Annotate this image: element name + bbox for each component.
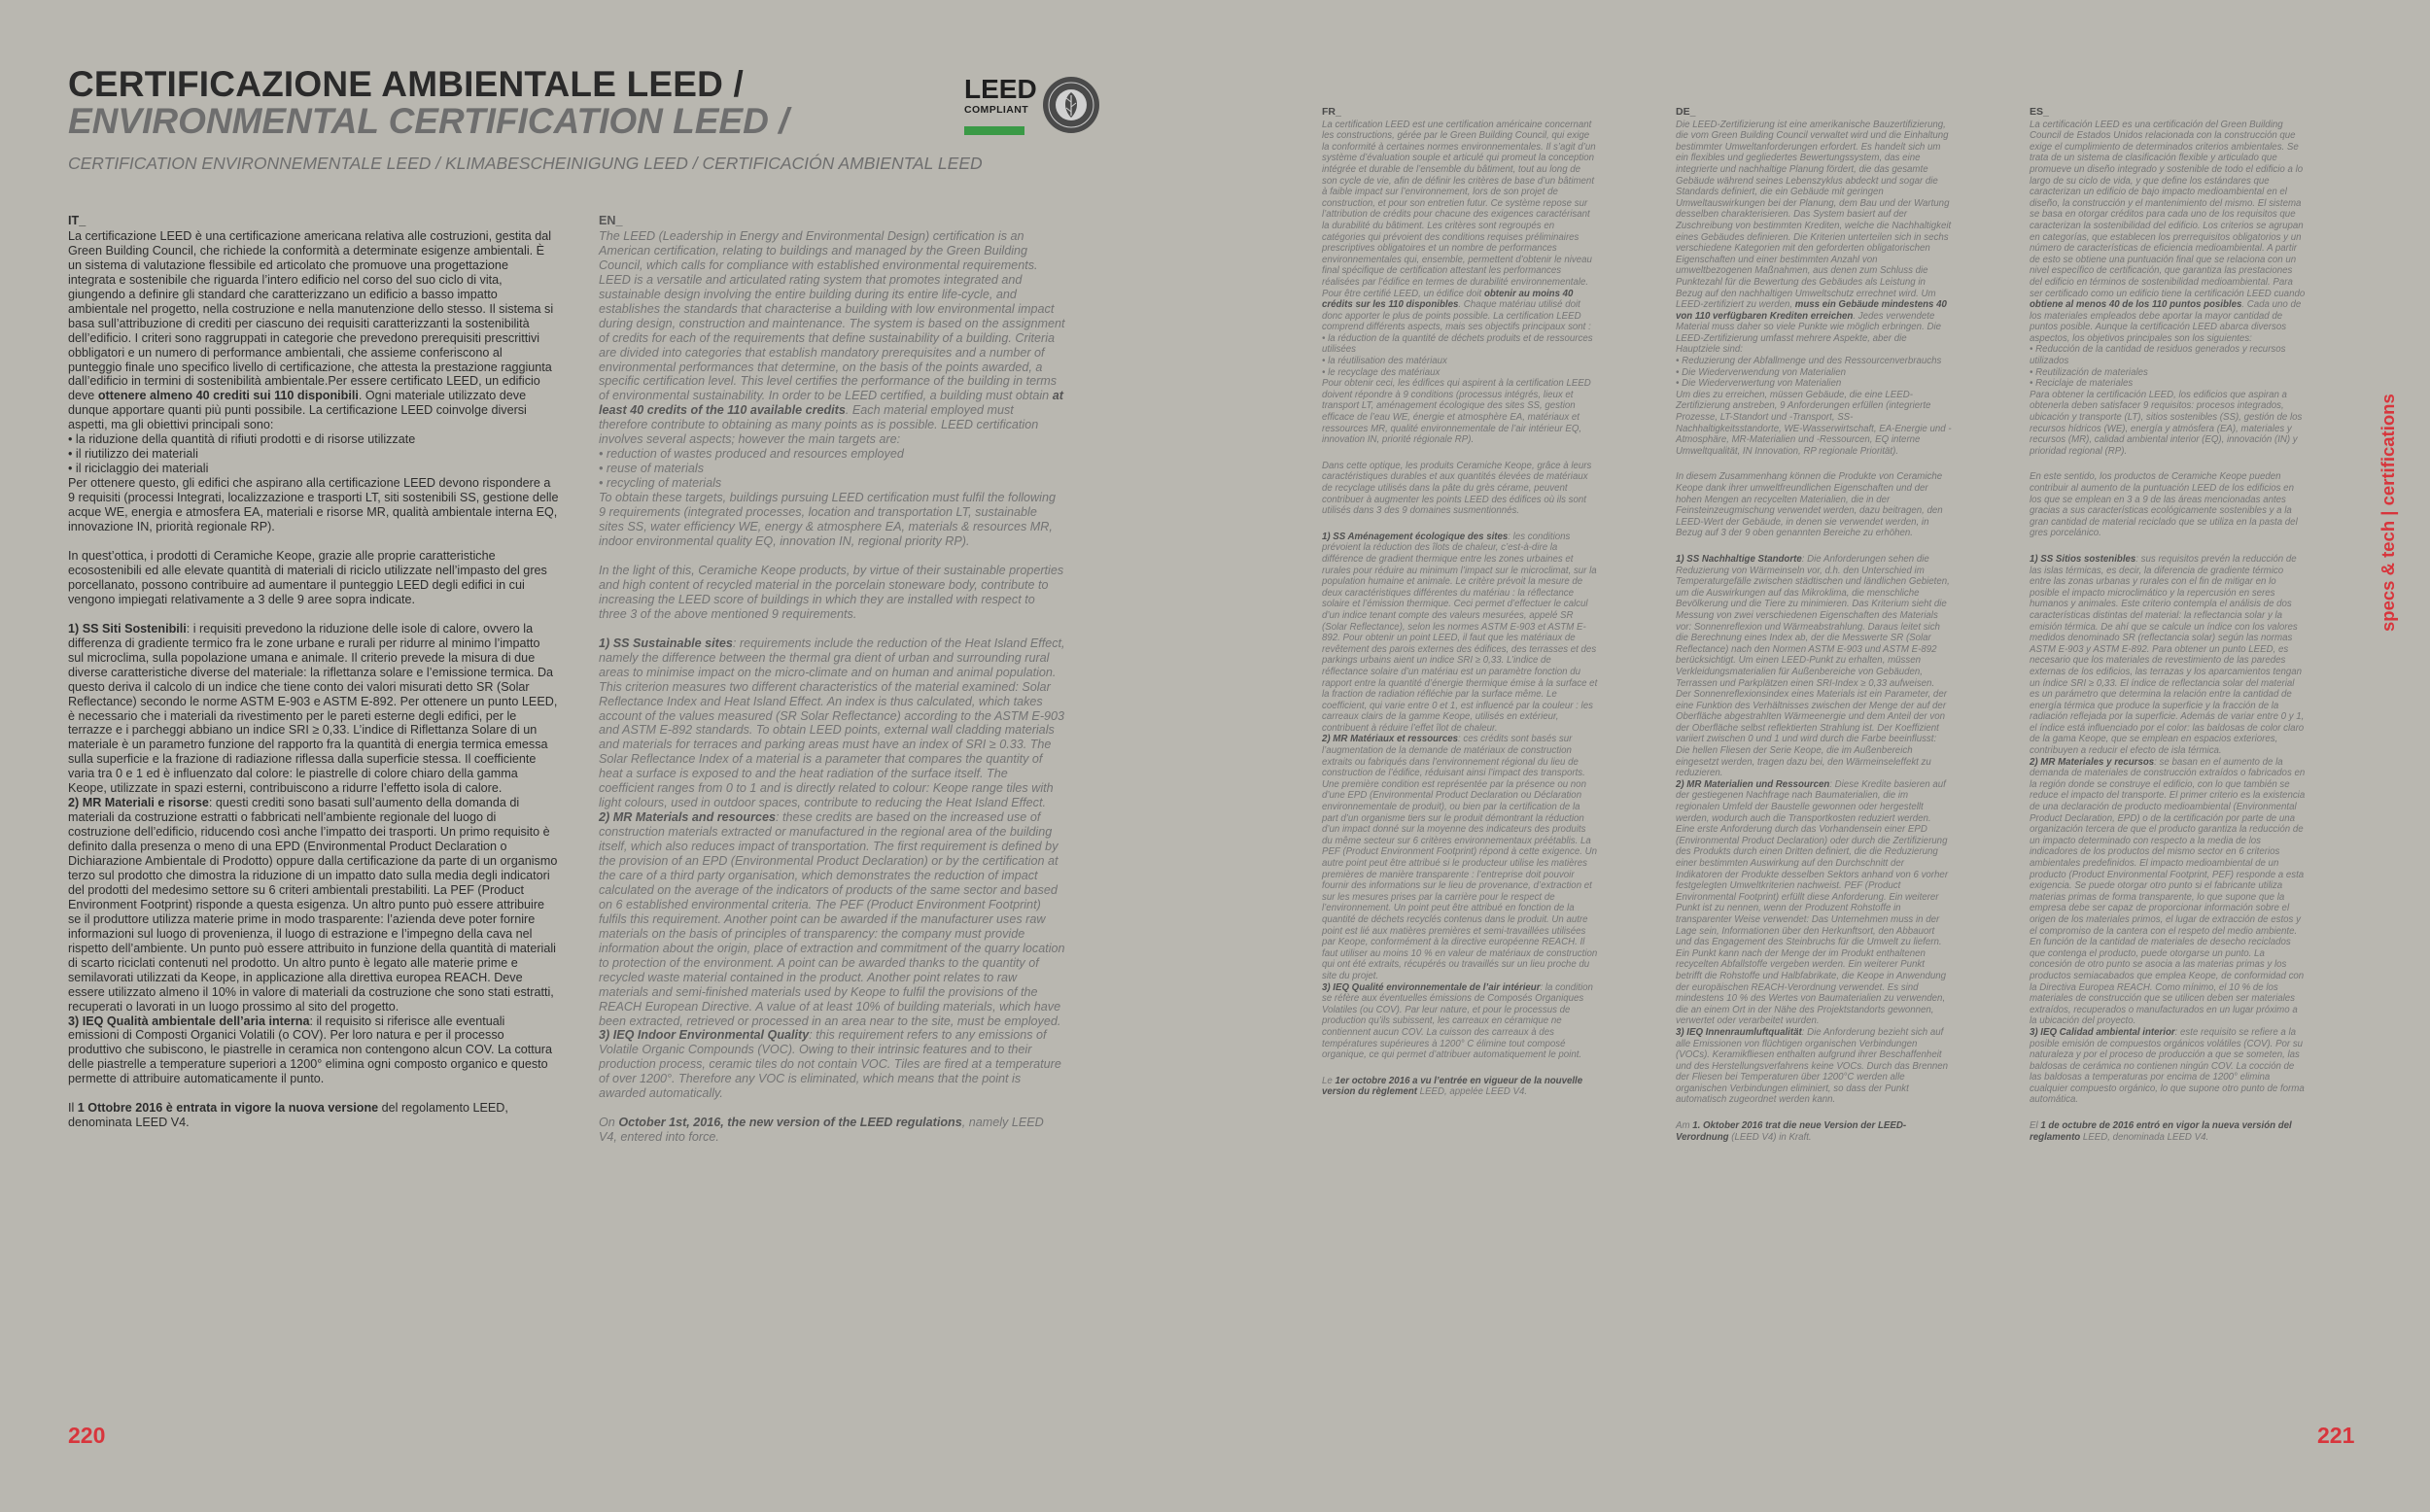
title-english: ENVIRONMENTAL CERTIFICATION LEED / bbox=[68, 101, 789, 141]
list-item: • il riciclaggio dei materiali bbox=[68, 462, 209, 476]
requirements-paragraph: To obtain these targets, buildings pursuing LEED certification must fulfil the following 9 requirements (integrated processes, location and transportation LT, sustainable sites SS, water efficiency WE, energy & atmosphere EA, materials & resources MR, indoor environmental quality EQ, innovation IN, regional priority RP). bbox=[599, 491, 1056, 548]
footnote-v4: El 1 de octubre de 2016 entró en vigor la nueva versión del reglamento LEED, denominada LEED V4. bbox=[2030, 1120, 2292, 1143]
section-mr: 2) MR Materiali e risorse: questi crediti sono basati sull’aumento della domanda di materiali da costruzione estratti o fabbricati nell’ambiente regionale del luogo di costruzione dell’edificio, riducendo così anche l’impatto dei trasporti. Un primo requisito è definito dalla presenza o meno di una EPD (Environmental Product Declaration o Dichiarazione Ambientale di Prodotto) oppure dalla certificazione da parte di un organismo terzo sul prodotto che dimostra la riduzione di un impatto dato sulla media degli indicatori del prodotti del medesimo settore su 6 criteri ambientali prestabiliti. La PEF (Product Environment Footprint) risponde a questa esigenza. Un altro punto può essere attribuire se il produttore utilizza materie prime in modo trasparente: l’azienda deve poter fornire informazioni sul luogo di provenienza, il luogo di estrazione e l’impegno della cava nel rispetto dell’ambiente. Un punto può essere attribuito in funzione della quantità di materiali di scarto riciclati contenuti nel prodotto. Un altro punto è legato alle materie prime e semilavorati utilizzati da Keope, in applicazione alla direttiva europea REACH. Deve essere utilizzato almeno il 10% in valore di materiali da costruzione che sono stati estratti, recuperati o lavorati in un luogo prossimo al sito del progetto. bbox=[68, 796, 558, 1014]
requirements-paragraph: Um dies zu erreichen, müssen Gebäude, die eine LEED-Zertifizierung anstreben, 9 Anforderungen erfüllen (integrierte Prozesse, LT-Standort und -Transport, SS-Nachhaltigkeitsstandorte, WE-Wasserwirtschaft, EA-Energie und -Atmosphäre, MR-Materialien und -Ressourcen, EQ interne Umweltqualität, IN Innovation, RP regionale Priorität). bbox=[1676, 389, 1952, 457]
section-mr: 2) MR Matériaux et ressources: ces crédits sont basés sur l’augmentation de la demande de matériaux de construction extraits ou fabriqués dans l’environnement régional du lieu de construction de l’édifice, réduisant ainsi l’impact des transports. Une première condition est représentée par la présence ou non d’une EPD (Environmental Product Declaration ou Déclaration environnementale de produit), ou bien par la certification de la part d’un organisme tiers sur le produit démontrant la réduction d’un impact donné sur la moyenne des indicateurs des produits du même secteur sur 6 critères environnementaux préétablis. La PEF (Product Environment Footprint) répond à cette exigence. Un autre point peut être attribué si le producteur utilise les matières premières de manière transparente : l’entreprise doit pouvoir fournir des informations sur le lieu de provenance, d’extraction et sur les mesures prises par la carrière pour le respect de l’environnement. Un point peut être attribué en fonction de la quantité de déchets recyclés contenus dans le produit. Un autre point est lié aux matières premières et semi-travaillées utilisées par Keope, conformément à la directive européenne REACH. Il faut utiliser au moins 10 % en valeur de matériaux de construction qui ont été extraits, récupérés ou travaillés sur un lieu proche du site du projet. bbox=[1322, 734, 1598, 981]
section-ss: 1) SS Siti Sostenibili: i requisiti prevedono la riduzione delle isole di calore, ovvero la differenza di gradiente termico fra le zone urbane e rurali per ridurre al minimo l’impatto sul microclima, sulla popolazione umana e animale. Il criterio prevede la misura di due diverse caratteristiche diverse del materiale: la riflettanza solare e l’emissione termica. Da questo deriva il calcolo di un indice che tiene conto dei valori misurati detto SR (Solar Reflectance) secondo le norme ASTM E-903 e ASTM E-892. Per ottenere un punto LEED, è necessario che i materiali da rivestimento per le pareti esterne degli edifici, per le terrazze e i parcheggi abbiano un indice SRI ≥ 0,33. L’indice di Riflettanza Solare di un materiale è un parametro funzione del rapporto fra la quantità di energia termica emessa sulla superficie e la frazione di radiazione riflessa dalla superficie stessa. Il coefficiente varia tra 0 e 1 ed è influenzato dal colore: le piastrelle di colore chiaro della gamma Keope, utilizzate in spazi esterni, contribuiscono a ridurre l’effetto isola di calore. bbox=[68, 621, 558, 796]
usgbc-seal-icon bbox=[1042, 76, 1100, 134]
list-item: • Reutilización de materiales bbox=[2030, 366, 2148, 378]
lang-label: DE_ bbox=[1676, 106, 1696, 118]
footnote-v4: On October 1st, 2016, the new version of the LEED regulations, namely LEED V4, entered into force. bbox=[599, 1116, 1044, 1145]
column-french bbox=[1322, 107, 1598, 1098]
intro-paragraph: Die LEED-Zertifizierung ist eine amerikanische Bauzertifizierung, die vom Green Building Council verwaltet wird und die Einhaltung bestimmter Umweltanforderungen erfordert. Es handelt sich um ein flexibles und gegliedertes Bewertungssystem, das eine integrierte und nachhaltige Planung fördert, die das gesamte Gebäude während seines Lebenszyklus abdeckt und sogar die Standards definiert, die ein Gebäude mit geringen Umweltauswirkungen bei der Planung, dem Bau und der Wartung desselben charakterisieren. Das System basiert auf der Zuschreibung von bestimmten Krediten, welche die Nachhaltigkeit eines Gebäudes definieren. Die Kriterien unterteilen sich in sechs verschiedene Kategorien mit den geforderten obligatorischen Eigenschaften und einer bestimmten Anzahl von umweltbezogenen Maßnahmen, aus denen zum Schluss die Punktezahl für die Bewertung des Gebäudes als Leistung in Bezug auf den nachhaltigen Umweltschutz errechnet wird. Um LEED-zertifiziert zu werden, muss ein Gebäude mindestens 40 von 110 verfügbaren Krediten erreichen. Jedes verwendete Material muss daher so viele Punkte wie möglich erbringen. Die LEED-Zertifizierung umfasst mehrere Aspekte, aber die Hauptziele sind: bbox=[1676, 119, 1952, 356]
list-item: • la réduction de la quantité de déchets produits et de ressources utilisées bbox=[1322, 332, 1593, 356]
requirements-paragraph: Pour obtenir ceci, les édifices qui aspirent à la certification LEED doivent répondre à 9 conditions (processus intégrés, lieux et transport LT, aménagement écologique des sites SS, gestion efficace de l’eau WE, énergie et atmosphère EA, matériaux et ressources MR, qualité environnementale de l’air intérieur EQ, innovation IN, priorité régionale RP). bbox=[1322, 378, 1591, 446]
section-mr: 2) MR Materials and resources: these credits are based on the increased use of construction materials extracted or manufactured in the regional area of the building itself, which also reduces impact of transportation. The first requirement is defined by the provision of an EPD (Environmental Product Declaration) or by the certification at the care of a third party organisation, which demonstrates the reduction of impact calculated on the average of the indicators of products of the same sector and based on 6 established environmental criteria. The PEF (Product Environment Footprint) fulfils this requirement. Another point can be awarded if the manufacturer uses raw materials on the basis of principles of transparency: the company must provide information about the origin, place of extraction and commitment of the quarry location to protection of the environment. A point can be awarded thanks to the quantity of recycled waste material contained in the product. Another point relates to raw materials and semi-finished materials used by Keope to fulfil the provisions of the REACH European Directive. A value of at least 10% of building materials, which have been extracted, retrieved or processed in an area near to the site, must be employed. bbox=[599, 810, 1065, 1028]
products-paragraph: Dans cette optique, les produits Ceramiche Keope, grâce à leurs caractéristiques durables et aux quantités élevées de matériaux de recyclage utilisés dans la pâte du grès cérame, peuvent contribuer à augmenter les points LEED des édifices où ils sont utilisés dans 3 des 9 domaines susmentionnés. bbox=[1322, 460, 1592, 517]
leed-logo-green-bar bbox=[964, 126, 1024, 135]
section-ss: 1) SS Nachhaltige Standorte: Die Anforderungen sehen die Reduzierung von Wärmeinseln vor, d.h. den Unterschied im Temperaturgefälle zwischen städtischen und ländlichen Gebieten, um die Auswirkungen auf das Mikroklima, die menschliche Bevölkerung und die Tiere zu minimieren. Das Kriterium sieht die Messung von zwei verschiedenen Eigenschaften des Materials vor: Sonnenreflexion und Wärmeabstrahlung. Daraus leitet sich die Berechnung eines Index ab, der die Messwerte SR (Solar Reflectance) nach den Normen ASTM E-903 und ASTM E-892 berücksichtigt. Um einen LEED-Punkt zu erhalten, müssen Verkleidungsmaterialien für Außenbereiche von Gebäuden, Terrassen und Parkplätzen einen SRI-Index ≥ 0,33 aufweisen. Der Sonnenreflexionsindex eines Materials ist ein Parameter, der eine Funktion des Verhältnisses zwischen der Menge der auf der Oberfläche abgestrahlten Wärmeenergie und dem Anteil der von der Oberfläche selbst reflektierten Strahlung ist. Der Koeffizient variiert zwischen 0 und 1 und wird durch die Farbe beeinflusst: Die hellen Fliesen der Serie Keope, die im Außenbereich eingesetzt werden, tragen dazu bei, den Wärmeinseleffekt zu reduzieren. bbox=[1676, 553, 1950, 779]
leed-compliant-logo bbox=[964, 76, 1110, 140]
products-paragraph: In the light of this, Ceramiche Keope products, by virtue of their sustainable properties and high content of recycled material in the porcelain stoneware body, contribute to increasing the LEED score of buildings in which they are installed with respect to three 3 of the above mentioned 9 requirements. bbox=[599, 563, 1064, 621]
list-item: • reuse of materials bbox=[599, 462, 705, 476]
section-ss: 1) SS Sustainable sites: requirements include the reduction of the Heat Island Effect, namely the difference between the thermal gra dient of urban and surrounding rural areas to minimise impact on the micro-climate and on human and animal population. This criterion measures two different characteristics of the material examined: Solar Reflectance Index and Heat Island Effect. An index is thus calculated, which takes account of the values measured (SR Solar Reflectance) according to the ASTM E-903 and ASTM E-892 standards. To obtain LEED points, external wall cladding materials and materials for terraces and parking areas must have an index of SRI ≥ 0.33. The Solar Reflectance Index of a material is a parameter that compares the quantity of heat a surface is exposed to and the heat radiation of the surface itself. The coefficient ranges from 0 to 1 and is directly related to colour: Keope range tiles with light colours, used in outdoor spaces, contribute to reducing the Heat Island Effect. bbox=[599, 636, 1065, 810]
section-ieq: 3) IEQ Qualité environnementale de l’air intérieur: la condition se réfère aux éventuelles émissions de Composés Organiques Volatiles (ou COV). Par leur nature, et pour le processus de production qu’ils subissent, les carreaux en céramique ne contiennent aucun COV. La cuisson des carreaux à des températures supérieures à 1200° C élimine tout composé organique, ce qui permet d’attribuer automatiquement le point. bbox=[1322, 981, 1593, 1061]
products-paragraph: En este sentido, los productos de Ceramiche Keope pueden contribuir al aumento de la puntuación LEED de los edificios en los que se emplean en 3 a 9 de las áreas mencionadas antes gracias a sus características ecológicamente sostenibles y a la gran cantidad de material reciclado que se utiliza en la pasta del gres porcelánico. bbox=[2030, 471, 2298, 539]
subtitle-other-languages: CERTIFICATION ENVIRONNEMENTALE LEED / KLIMABESCHEINIGUNG LEED / CERTIFICACIÓN AMBIENTAL LEED bbox=[68, 154, 983, 173]
column-german bbox=[1676, 107, 1952, 1143]
list-item: • Die Wiederverwertung von Materialien bbox=[1676, 378, 1842, 390]
footnote-v4: Il 1 Ottobre 2016 è entrata in vigore la nuova versione del regolamento LEED, denominata LEED V4. bbox=[68, 1101, 508, 1130]
leed-logo-word: LEED bbox=[964, 74, 1037, 104]
requirements-paragraph: Per ottenere questo, gli edifici che aspirano alla certificazione LEED devono rispondere a 9 requisiti (processi Integrati, localizzazione e trasporti LT, siti sostenibili SS, gestione delle acque WE, energia e atmosfera EA, materiali e risorse MR, qualità ambientale interna EQ, innovazione IN, priorità regionale RP). bbox=[68, 476, 559, 534]
intro-paragraph: La certificazione LEED è una certificazione americana relativa alle costruzioni, gestita dal Green Building Council, che richiede la conformità a determinate esigenze ambientali. È un sistema di valutazione flessibile ed articolato che promuove una progettazione integrata e sostenibile che riguarda l’intero edificio nel corso del suo ciclo di vita, giungendo a definire gli standard che caratterizzano un edificio a basso impatto ambientale nel progetto, nella costruzione e nella manutenzione dello stesso. Il sistema si basa sull’attribuzione di crediti per ciascuno dei requisiti caratterizzanti la sostenibilità dell’edificio. I criteri sono raggruppati in categorie che prevedono prerequisiti prescrittivi obbligatori e un numero di performance ambientali, che assieme conferiscono al punteggio finale uno specifico livello di certificazione, che attesta la prestazione raggiunta dall’edificio in termini di sostenibilità ambientale.Per essere certificato LEED, un edificio deve ottenere almeno 40 crediti sui 110 disponibili. Ogni materiale utilizzato deve dunque apportare quanti più punti possibile. La certificazione LEED coinvolge diversi aspetti, ma gli obiettivi principali sono: bbox=[68, 228, 554, 432]
section-ieq: 3) IEQ Calidad ambiental interior: este requisito se refiere a la posible emisión de compuestos orgánicos volátiles (COV). Por su naturaleza y por el proceso de producción a que se someten, las baldosas de cerámica no contienen ningún COV. La cocción de las baldosas a temperaturas por encima de 1200° elimina cualquier compuesto orgánico, lo que supone otro punto de forma automática. bbox=[2030, 1026, 2305, 1106]
section-ss: 1) SS Aménagement écologique des sites: les conditions prévoient la réduction des îlots de chaleur, c’est-à-dire la différence de gradient thermique entre les zones urbaines et rurales pour réduire au minimum l’impact sur le microclimat, sur la population humaine et animale. Le critère prévoit la mesure de deux caractéristiques différentes du matériau : la réflectance solaire et l’émission thermique. Ceci permet d’effectuer le calcul d’un indice tenant compte des valeurs mesurées, appelé SR (Solar Reflectance), selon les normes ASTM E-903 et ASTM E-892. Pour obtenir un point LEED, il faut que les matériaux de revêtement des parois externes des édifices, des terrasses et des parkings urbains aient un indice SRI ≥ 0,33. L’indice de réflectance solaire d’un matériau est un paramètre fonction du rapport entre la quantité d’énergie thermique émise à la surface et la fraction de radiation réfléchie par la surface même. Le coefficient, qui varie entre 0 et 1, est influencé par la couleur : les carreaux clairs de la gamme Keope, utilisés en extérieur, contribuent à réduire l’effet îlot de chaleur. bbox=[1322, 531, 1598, 734]
section-ss: 1) SS Sitios sostenibles: sus requisitos prevén la reducción de las islas térmicas, es decir, la diferencia de gradiente térmico entre las zonas urbanas y rurales con el fin de mitigar en lo posible el impacto microclimático y la repercusión en seres humanos y animales. Este criterio contempla el análisis de dos características distintas del material: la reflectancia solar y la emisión térmica. De ahí que se calcule un índice con los valores medidos denominado SR (reflectancia solar) según las normas ASTM E-903 y ASTM E-892. Para obtener un punto LEED, es necesario que los materiales de revestimiento de las paredes externas de los edificios, las terrazas y los aparcamientos tengan un índice SRI ≥ 0,33. El índice de reflectancia solar del material es un parámetro que determina la relación entre la cantidad de energía térmica que produce la superficie y la fracción de la radiación reflejada por la superficie. Además de variar entre 0 y 1, el índice está influenciado por el color: las baldosas de color claro de la gama Keope, que se emplean en espacios exteriores, contribuyen a reducir el efecto de isla térmica. bbox=[2030, 553, 2305, 757]
list-item: • Reducción de la cantidad de residuos generados y recursos utilizados bbox=[2030, 344, 2286, 367]
intro-paragraph: La certification LEED est une certification américaine concernant les constructions, gérée par le Green Building Council, qui exige la conformité à certaines normes environnementales. Il s’agit d’un système d’évaluation souple et articulé qui promeut la conception intégrée et durable de l’ensemble du bâtiment, tout au long de son cycle de vie, afin de définir les critères de base d’un bâtiment à faible impact sur l’environnement, lors de son projet de construction, et pour son entretien futur. Ce système repose sur l’attribution de crédits pour chacune des exigences caractérisant la durabilité du bâtiment. Les critères sont regroupés en catégories qui prévoient des conditions requises préliminaires prescriptives obligatoires et un nombre de performances environnementales qui, ensemble, permettent d’obtenir le niveau final spécifique de certification attestant les performances réalisées par l’édifice en termes de durabilité environnementale. Pour être certifié LEED, un édifice doit obtenir au moins 40 crédits sur les 110 disponibles. Chaque matériau utilisé doit donc apporter le plus de points possible. La certification LEED comprend différents aspects, mais ses objectifs principaux sont : bbox=[1322, 119, 1596, 333]
list-item: • la riduzione della quantità di rifiuti prodotti e di risorse utilizzate bbox=[68, 432, 416, 447]
list-item: • la réutilisation des matériaux bbox=[1322, 356, 1447, 367]
section-mr: 2) MR Materiales y recursos: se basan en el aumento de la demanda de materiales de construcción extraídos o fabricados en la región donde se construye el edificio, con lo que también se reduce el impacto del transporte. El primer criterio es la existencia de una declaración de producto medioambiental (Environmental Product Declaration, EPD) o de la certificación por parte de una organización tercera de que el producto garantiza la reducción de un impacto determinado con respecto a la media de los indicadores de los productos del mismo sector en 6 criterios ambientales predefinidos. El impacto medioambiental de un producto (Product Environmental Footprint, PEF) responde a esta exigencia. Se puede otorgar otro punto si el fabricante utiliza materias primas de forma transparente, lo que supone que la empresa debe ser capaz de proporcionar información sobre el origen de los materiales primos, el lugar de extracción de estos y el compromiso de la cantera con el respeto del medio ambiente. En función de la cantidad de materiales de desecho reciclados que contenga el producto, puede otorgarse un punto. La concesión de otro punto se asocia a las materias primas y los productos semiacabados que emplea Keope, de conformidad con la Directiva Europea REACH. Como mínimo, el 10 % de los materiales de construcción que se utilicen deben ser materiales extraídos, recuperados o manufacturados en un lugar próximo a la ubicación del proyecto. bbox=[2030, 756, 2306, 1027]
lang-label: FR_ bbox=[1322, 106, 1341, 118]
list-item: • Reciclaje de materiales bbox=[2030, 378, 2134, 390]
section-ieq: 3) IEQ Qualità ambientale dell’aria interna: il requisito si riferisce alle eventuali emissioni di Composti Organici Volatili (o COV). Per loro natura e per il processo produttivo che subiscono, le piastrelle in ceramica non contengono alcun COV. La cottura delle piastrelle a temperature superiori a 1200° elimina ogni composto organico e questo permette di attribuire automaticamente il punto. bbox=[68, 1014, 552, 1086]
list-item: • recycling of materials bbox=[599, 476, 722, 491]
section-ieq: 3) IEQ Indoor Environmental Quality: this requirement refers to any emissions of Volatile Organic Compounds (VOC). Owing to their intrinsic features and to their production process, ceramic tiles do not contain VOC. Tiles are fired at a temperature of over 1200°. Therefore any VOC is eliminated, which means that the point is awarded automatically. bbox=[599, 1028, 1061, 1101]
products-paragraph: In diesem Zusammenhang können die Produkte von Ceramiche Keope dank ihrer umweltfreundlichen Eigenschaften und der hohen Mengen an recycelten Materialien, die in der Feinsteinzeugmischung verwendet werden, dazu beitragen, den LEED-Wert der Gebäude, in denen sie verwendet werden, in Bezug auf 3 der 9 oben genannten Bereiche zu erhöhen. bbox=[1676, 471, 1943, 539]
leed-logo-sub: COMPLIANT bbox=[964, 104, 1029, 116]
page-number-right: 221 bbox=[2317, 1423, 2355, 1448]
list-item: • reduction of wastes produced and resources employed bbox=[599, 447, 904, 462]
footnote-v4: Am 1. Oktober 2016 trat die neue Version der LEED-Verordnung (LEED V4) in Kraft. bbox=[1676, 1120, 1907, 1143]
column-english bbox=[599, 214, 1065, 1145]
list-item: • il riutilizzo dei materiali bbox=[68, 447, 198, 462]
page-number-left: 220 bbox=[68, 1423, 106, 1448]
list-item: • Reduzierung der Abfallmenge und des Ressourcenverbrauchs bbox=[1676, 356, 1942, 367]
lang-label: EN_ bbox=[599, 214, 623, 227]
lang-label: IT_ bbox=[68, 214, 87, 227]
footnote-v4: Le 1er octobre 2016 a vu l’entrée en vigueur de la nouvelle version du règlement LEED, appelée LEED V4. bbox=[1322, 1075, 1583, 1098]
products-paragraph: In quest’ottica, i prodotti di Ceramiche Keope, grazie alle proprie caratteristiche ecosostenibili ed alle elevate quantità di materiali di riciclo utilizzate nell’impasto del gres porcellanato, possono contribuire ad aumentare il punteggio LEED degli edifici in cui vengono impiegati relativamente a 3 delle 9 aree sopra indicate. bbox=[68, 548, 547, 606]
intro-paragraph: La certificación LEED es una certificación del Green Building Council de Estados Unidos relacionada con la construcción que exige el cumplimiento de determinados criterios ambientales. Se trata de un sistema de clasificación flexible y articulado que promueve un diseño integrado y sostenible de todo el edificio a lo largo de su ciclo de vida, y que define los estándares que caracterizan un edificio de bajo impacto medioambiental en el diseño, la construcción y el mantenimiento del mismo. El sistema se basa en otorgar créditos para cada uno de los requisitos que caracterizan la sostenibilidad del edificio. Los criterios se agrupan en categorías, que establecen los prerrequisitos obligatorios y un número de características de eficiencia medioambiental. A partir de esto se obtiene una puntuación final que se relaciona con un nivel específico de certificación, que garantiza las prestaciones del edificio en términos de sostenibilidad medioambiental. Para ser certificado como un edificio tiene la certificación LEED cuando obtiene al menos 40 de los 110 puntos posibles. Cada uno de los materiales empleados debe aportar la mayor cantidad de puntos posible. Aunque la certificación LEED abarca diversos aspectos, los objetivos principales son los siguientes: bbox=[2030, 119, 2306, 344]
section-mr: 2) MR Materialien und Ressourcen: Diese Kredite basieren auf der gestiegenen Nachfrage nach Baumaterialien, die im regionalen Umfeld der Baustelle gewonnen oder hergestellt werden, wodurch auch die Transportkosten reduziert werden. Eine erste Anforderung durch das Vorhandensein einer EPD (Environmental Product Declaration) oder durch die Zertifizierung des Produkts durch einen Dritten definiert, die die Reduzierung einer bestimmten Auswirkung auf den Durchschnitt der Indikatoren der Produkte desselben Sektors anhand von 6 vorher festgelegten Umweltkriterien nachweist. PEF (Product Environmental Footprint) erfüllt diese Anforderung. Ein weiterer Punkt ist zu nennen, wenn der Produzent Rohstoffe in transparenter Weise verwendet: Das Unternehmen muss in der Lage sein, Informationen über den Herkunftsort, den Abbauort und das Engagement des Steinbruchs für die Umwelt zu liefern. Ein Punkt kann nach der Menge der im Produkt enthaltenen recycelten Abfallstoffe vergeben werden. Ein weiterer Punkt betrifft die Rohstoffe und Halbfabrikate, die Keope in Anwendung der europäischen REACH-Verordnung verwendet. Es sind mindestens 10 % des Wertes von Baumaterialien zu verwenden, die an einem Ort in der Nähe des Projektstandorts gewonnen, verwertet oder verarbeitet wurden. bbox=[1676, 778, 1949, 1027]
requirements-paragraph: Para obtener la certificación LEED, los edificios que aspiran a obtenerla deben satisfacer 9 requisitos: procesos integrados, ubicación y transporte (LT), sitios sostenibles (SS), gestión de los recursos hídricos (WE), energía y atmósfera (EA), materiales y recursos (MR), calidad ambiental interior (EQ), innovación (IN) y prioridad regional (RP). bbox=[2030, 389, 2303, 457]
section-ieq: 3) IEQ Innenraumluftqualität: Die Anforderung bezieht sich auf alle Emissionen von flüchtigen organischen Verbindungen (VOCs). Keramikfliesen enthalten aufgrund ihrer Beschaffenheit und des Herstellungsverfahrens keine VOCs. Durch das Brennen der Fliesen bei Temperaturen über 1200°C werden alle organischen Verbindungen eliminiert, so dass der Punkt automatisch zugeordnet werden kann. bbox=[1676, 1026, 1949, 1106]
column-spanish bbox=[2030, 107, 2306, 1143]
intro-paragraph: The LEED (Leadership in Energy and Environmental Design) certification is an American certification, relating to buildings and managed by the Green Building Council, which calls for compliance with established environmental requirements. LEED is a versatile and articulated rating system that promotes integrated and sustainable design involving the entire building during its entire life-cycle, and establishes the standards that characterise a building with low environmental impact during design, construction and maintenance. The system is based on the assignment of credits for each of the requirements that define sustainability of a building. Criteria are divided into categories that establish mandatory prerequisites and a number of environmental performances that determine, on the basis of the points awarded, a specific certification level. This level certifies the performance of the building in terms of environmental sustainability. In order to be LEED certified, a building must obtain at least 40 credits of the 110 available credits. Each material employed must therefore contribute to obtaining as many points as is possible. LEED certification involves several aspects; however the main targets are: bbox=[599, 228, 1065, 447]
lang-label: ES_ bbox=[2030, 106, 2049, 118]
title-italian: CERTIFICAZIONE AMBIENTALE LEED / bbox=[68, 64, 745, 104]
list-item: • Die Wiederverwendung von Materialien bbox=[1676, 366, 1847, 378]
column-italian bbox=[68, 214, 559, 1130]
list-item: • le recyclage des matériaux bbox=[1322, 366, 1441, 378]
